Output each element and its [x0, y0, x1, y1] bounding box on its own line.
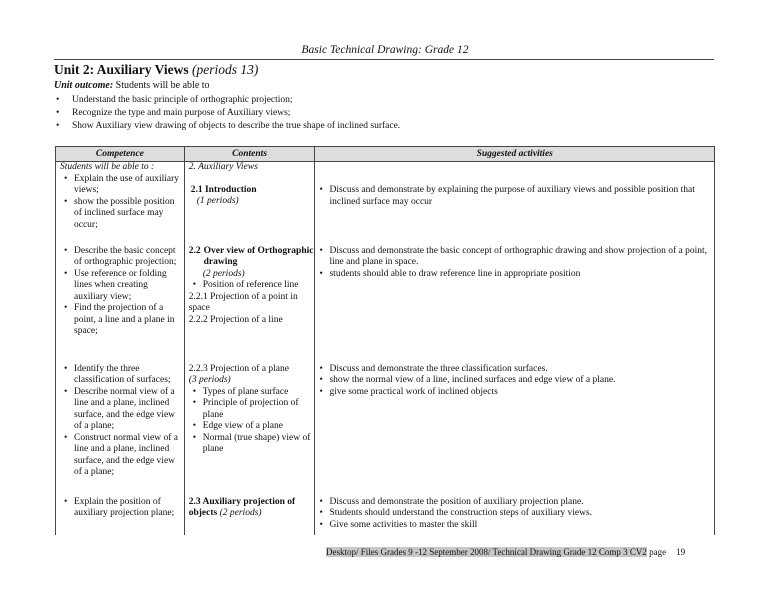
list-item: • Discuss and demonstrate the three classification surfaces. [315, 364, 714, 376]
list-item: • Students should understand the construction steps of auxiliary views. [315, 508, 714, 520]
content-title: 2.2.3 Projection of a plane [188, 363, 289, 374]
objective-item: • Show Auxiliary view drawing of objects to describe the true shape of inclined surface. [54, 120, 400, 133]
list-item: • students should able to draw reference line in appropriate position [315, 269, 714, 281]
content-title [189, 497, 315, 520]
content-title [189, 246, 315, 269]
content-periods: (1 periods) [196, 196, 239, 206]
footer-page-label: page [649, 547, 667, 557]
content-title-number: 2.2 [188, 245, 201, 256]
table-row [56, 162, 715, 246]
list-item: • Edge view of a plane [189, 421, 315, 433]
content-title-text: Over view of Orthographic drawing [203, 245, 314, 267]
unit-outcome-label: Unit outcome: [54, 80, 114, 91]
unit-outcome-text: Students will be able to [113, 80, 210, 91]
list-item: • Principle of projection of plane [189, 398, 315, 421]
competence-list [60, 246, 184, 338]
content-subsection: 2.2.2 Projection of a line [188, 314, 283, 325]
activities-list [315, 246, 714, 281]
table-row [56, 364, 715, 497]
competence-list [60, 497, 184, 520]
competence-list [60, 174, 184, 232]
content-title-text: 2.3 Auxiliary projection of objects [188, 496, 296, 518]
footer-path: Desktop/ Files Grades 9 -12 September 2008/ Technical Drawing Grade 12 Comp 3 CV2 [326, 547, 647, 557]
activities-cell [315, 497, 715, 535]
contents-cell [184, 497, 315, 535]
activities-list [315, 497, 714, 532]
competence-intro: Students will be able to : [60, 162, 155, 172]
activities-cell [315, 246, 715, 364]
contents-cell [184, 246, 315, 364]
content-title: 2.1 Introduction [190, 184, 257, 195]
activities-list [315, 364, 714, 399]
header-rule [54, 59, 714, 60]
competence-cell [56, 497, 185, 535]
list-item: • show the normal view of a line, inclined surfaces and edge view of a plane. [315, 375, 714, 387]
competence-list [60, 364, 184, 479]
unit-title-text: Unit 2: Auxiliary Views [54, 62, 189, 77]
activities-cell [315, 364, 715, 497]
list-item: • Normal (true shape) view of plane [189, 433, 315, 456]
list-item: • Find the projection of a point, a line and a plane in space; [60, 303, 184, 338]
list-item: • Position of reference line [189, 280, 315, 292]
content-heading: 2. Auxiliary Views [188, 162, 258, 172]
page-footer [326, 547, 685, 557]
objective-item: • Understand the basic principle of orthographic projection; [54, 94, 400, 107]
footer-page-number: 19 [676, 547, 686, 557]
header-contents: Contents [184, 147, 315, 162]
content-periods: (2 periods) [219, 508, 262, 518]
content-periods: (2 periods) [202, 268, 245, 279]
competence-cell [56, 162, 185, 246]
list-item: • Identify the three classification of surfaces; [60, 364, 184, 387]
table-row [56, 246, 715, 364]
objective-item: • Recognize the type and main purpose of Auxiliary views; [54, 107, 400, 120]
table-row [56, 497, 715, 535]
competence-cell [56, 246, 185, 364]
running-header: Basic Technical Drawing: Grade 12 [301, 44, 469, 56]
content-subsection: 2.2.1 Projection of a point in space [188, 291, 298, 313]
list-item: • Explain the position of auxiliary projection plane; [60, 497, 184, 520]
list-item: • Describe normal view of a line and a plane, inclined surface, and the edge view of a plane; [60, 387, 184, 433]
list-item: • Discuss and demonstrate the basic concept of orthographic drawing and show projection of a point, line and plane in space. [315, 246, 714, 269]
unit-title [54, 62, 258, 78]
list-item: • Types of plane surface [189, 387, 315, 399]
list-item: • Describe the basic concept of orthographic projection; [60, 246, 184, 269]
contents-cell [184, 162, 315, 246]
objectives-list [54, 94, 400, 133]
content-periods: (3 periods) [188, 375, 231, 385]
contents-cell [184, 364, 315, 497]
list-item: • Construct normal view of a line and a plane, inclined surface, and the edge view of a plane; [60, 433, 184, 479]
table-header-row [56, 147, 715, 162]
header-competence: Competence [56, 147, 185, 162]
content-list [189, 387, 315, 456]
list-item: • show the possible position of inclined surface may occur; [60, 197, 184, 232]
list-item: • Use reference or folding lines when creating auxiliary view; [60, 269, 184, 304]
list-item: • Discuss and demonstrate by explaining the purpose of auxiliary views and possible position that inclined surface may occur [315, 185, 714, 208]
activities-list [315, 185, 714, 208]
activities-cell [315, 162, 715, 246]
list-item: • Give some activities to master the skill [315, 520, 714, 532]
list-item: • Discuss and demonstrate the position of auxiliary projection plane. [315, 497, 714, 509]
unit-periods: (periods 13) [192, 62, 259, 77]
unit-outcome [54, 80, 210, 91]
competence-cell [56, 364, 185, 497]
content-list [189, 280, 315, 292]
list-item: • Explain the use of auxiliary views; [60, 174, 184, 197]
curriculum-table [55, 146, 715, 535]
list-item: • give some practical work of inclined objects [315, 387, 714, 399]
header-activities: Suggested activities [315, 147, 715, 162]
